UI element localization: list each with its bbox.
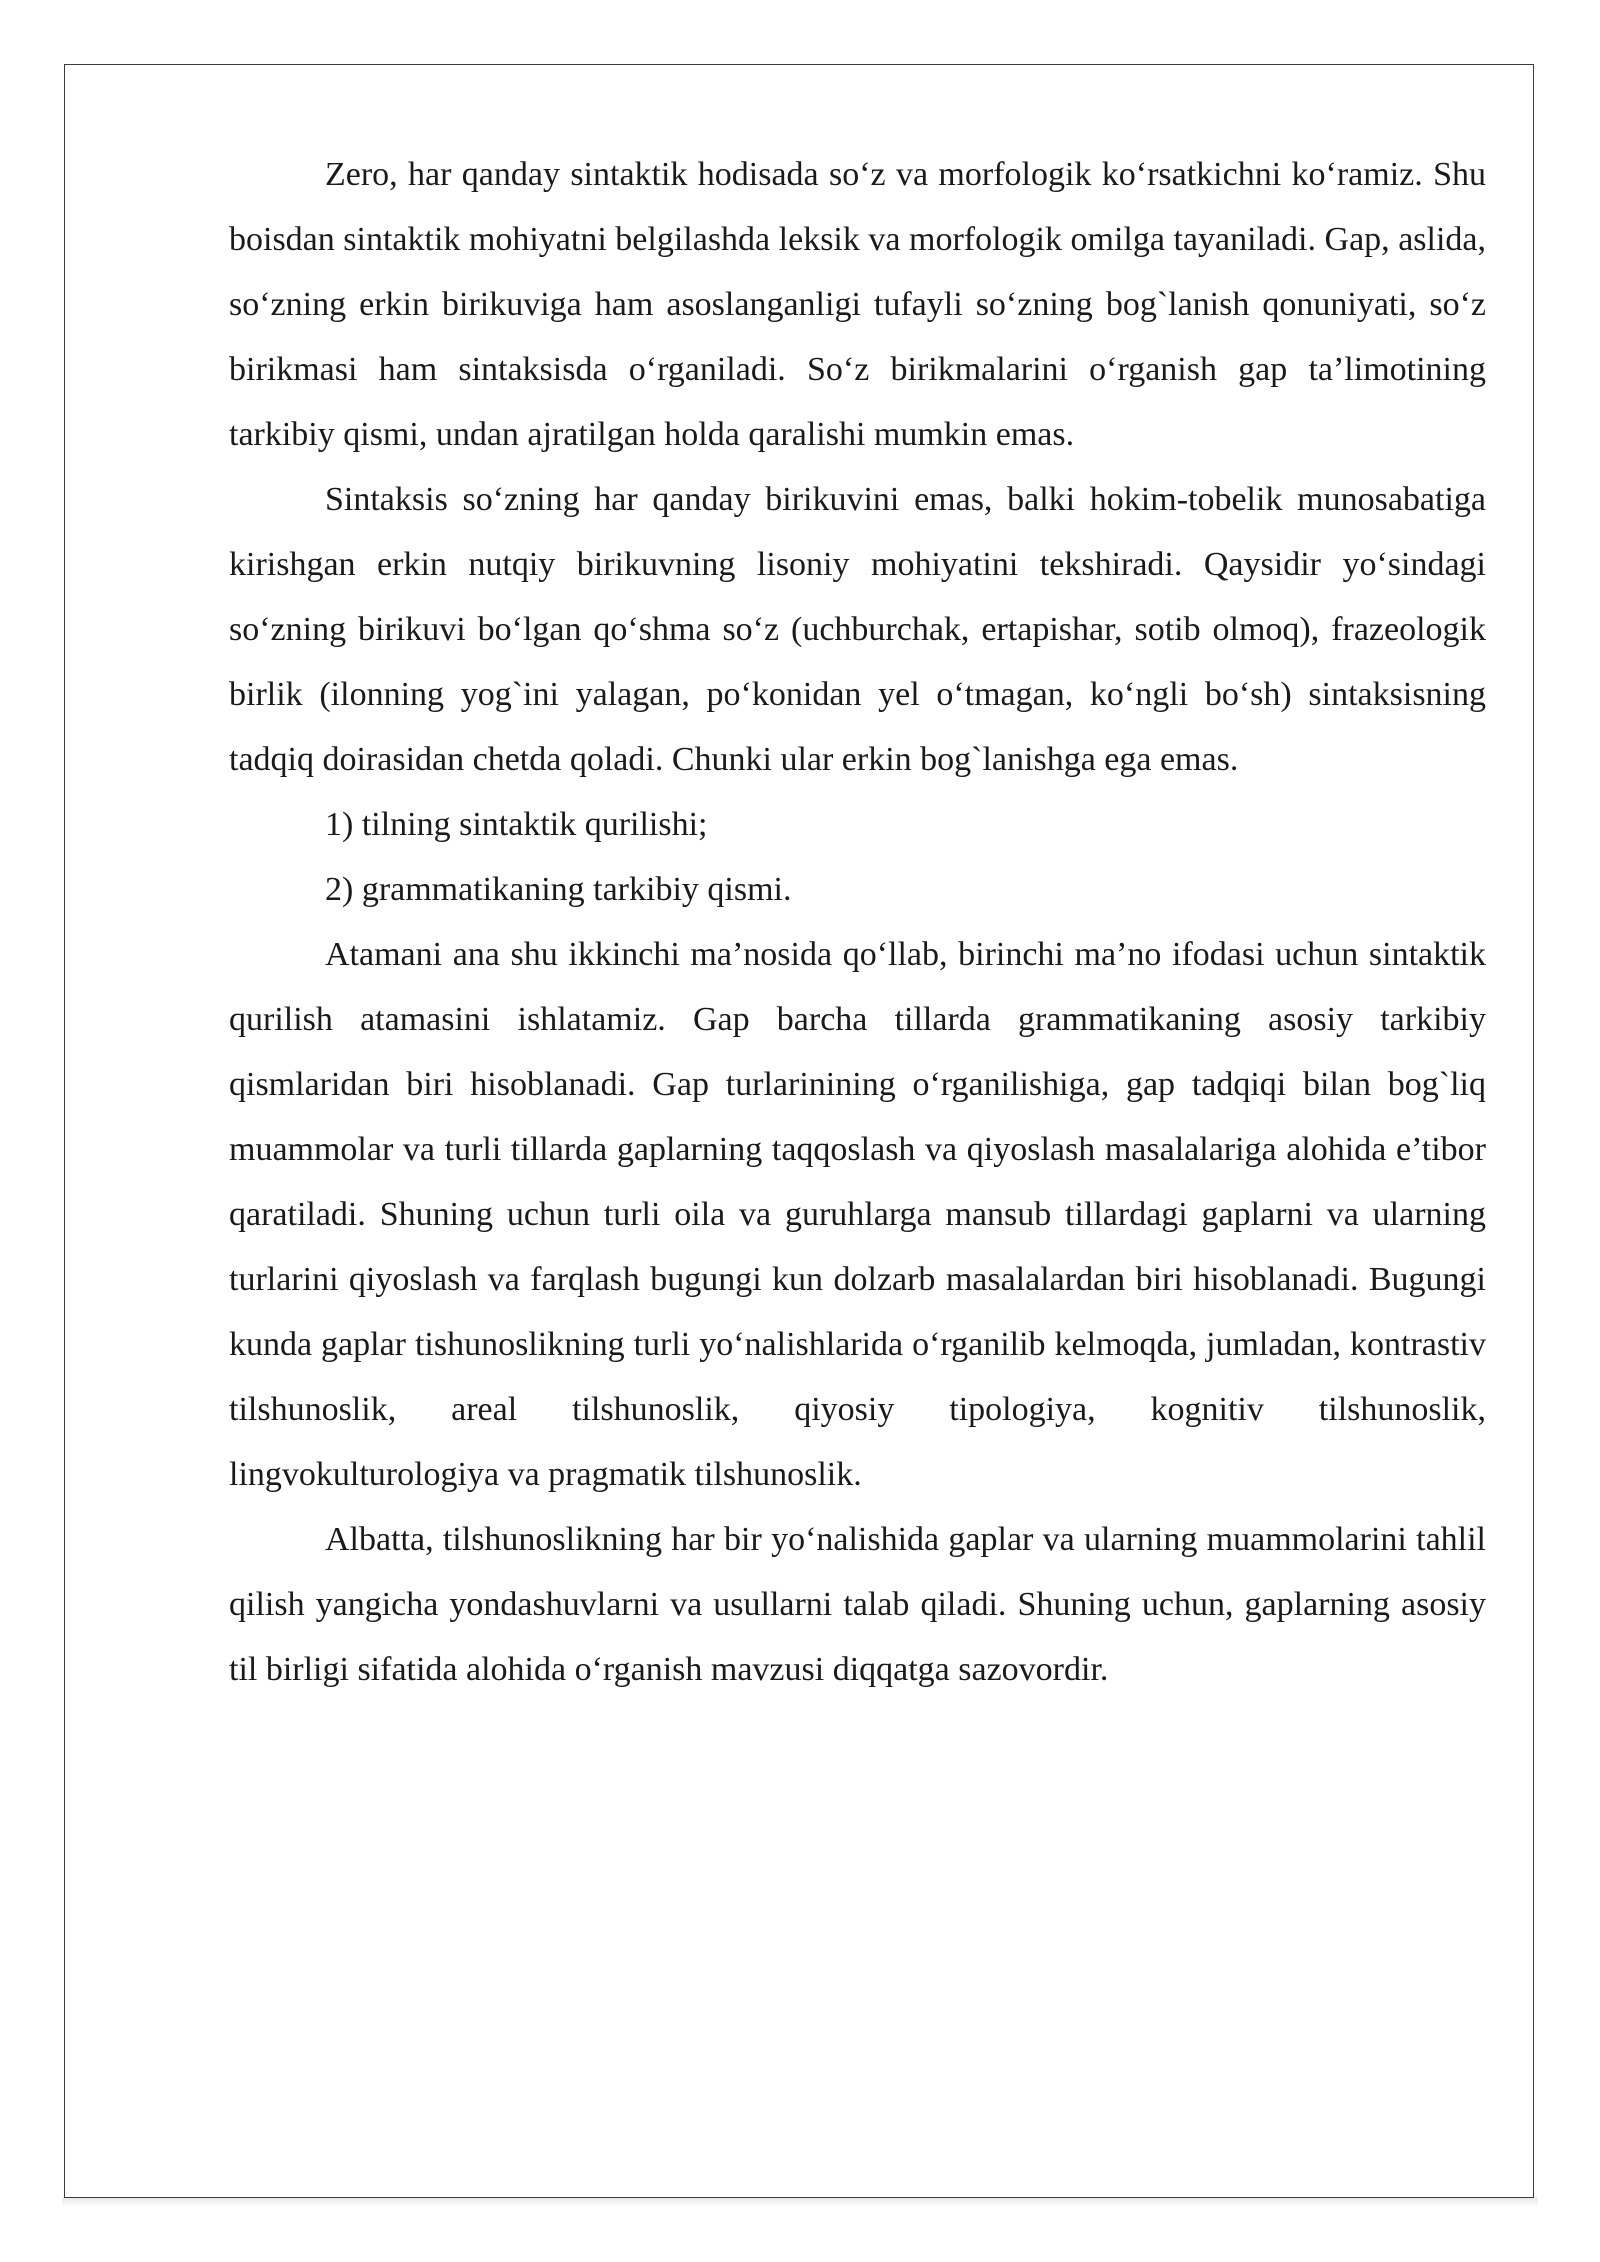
paragraph-3: Atamani ana shu ikkinchi ma’nosida qo‘llab, birinchi ma’no ifodasi uchun sintaktik qurilish atamasini ishlatamiz. Gap barcha tillarda grammatikaning asosiy tarkibiy qismlaridan biri hisoblanadi. Gap turlarinining o‘rganilishiga, gap tadqiqi bilan bog`liq muammolar va turli tillarda gaplarning taqqoslash va qiyoslash masalalariga alohida e’tibor qaratiladi. Shuning uchun turli oila va guruhlarga mansub tillardagi gaplarni va ularning turlarini qiyoslash va farqlash bugungi kun dolzarb masalalardan biri hisoblanadi. Bugungi kunda gaplar tishunoslikning turli yo‘nalishlarida o‘rganilib kelmoqda, jumladan, kontrastiv tilshunoslik, areal tilshunoslik, qiyosiy tipologiya, kognitiv tilshunoslik, lingvokulturologiya va pragmatik tilshunoslik. [229,936,1486,1493]
paragraph-2: Sintaksis so‘zning har qanday birikuvini emas, balki hokim-tobelik munosabatiga kirishgan erkin nutqiy birikuvning lisoniy mohiyatini tekshiradi. Qaysidir yo‘sindagi so‘zning birikuvi bo‘lgan qo‘shma so‘z (uchburchak, ertapishar, sotib olmoq), frazeologik birlik (ilonning yog`ini yalagan, po‘konidan yel o‘tmagan, ko‘ngli bo‘sh) sintaksisning tadqiq doirasidan chetda qoladi. Chunki ular erkin bog`lanishga ega emas. [229,481,1486,778]
paragraph-1: Zero, har qanday sintaktik hodisada so‘z va morfologik ko‘rsatkichni ko‘ramiz. Shu boisdan sintaktik mohiyatni belgilashda leksik va morfologik omilga tayaniladi. Gap, aslida, so‘zning erkin birikuviga ham asoslanganligi tufayli so‘zning bog`lanish qonuniyati, so‘z birikmasi ham sintaksisda o‘rganiladi. So‘z birikmalarini o‘rganish gap ta’limotining tarkibiy qismi, undan ajratilgan holda qaralishi mumkin emas. [229,156,1486,453]
document-body [229,142,1486,1702]
list-item-1: 1) tilning sintaktik qurilishi; [325,806,708,843]
paragraph-4: Albatta, tilshunoslikning har bir yo‘nalishida gaplar va ularning muammolarini tahlil qilish yangicha yondashuvlarni va usullarni talab qiladi. Shuning uchun, gaplarning asosiy til birligi sifatida alohida o‘rganish mavzusi diqqatga sazovordir. [229,1521,1486,1688]
list-item-2: 2) grammatikaning tarkibiy qismi. [325,871,792,908]
page-shadow [62,2197,1538,2207]
